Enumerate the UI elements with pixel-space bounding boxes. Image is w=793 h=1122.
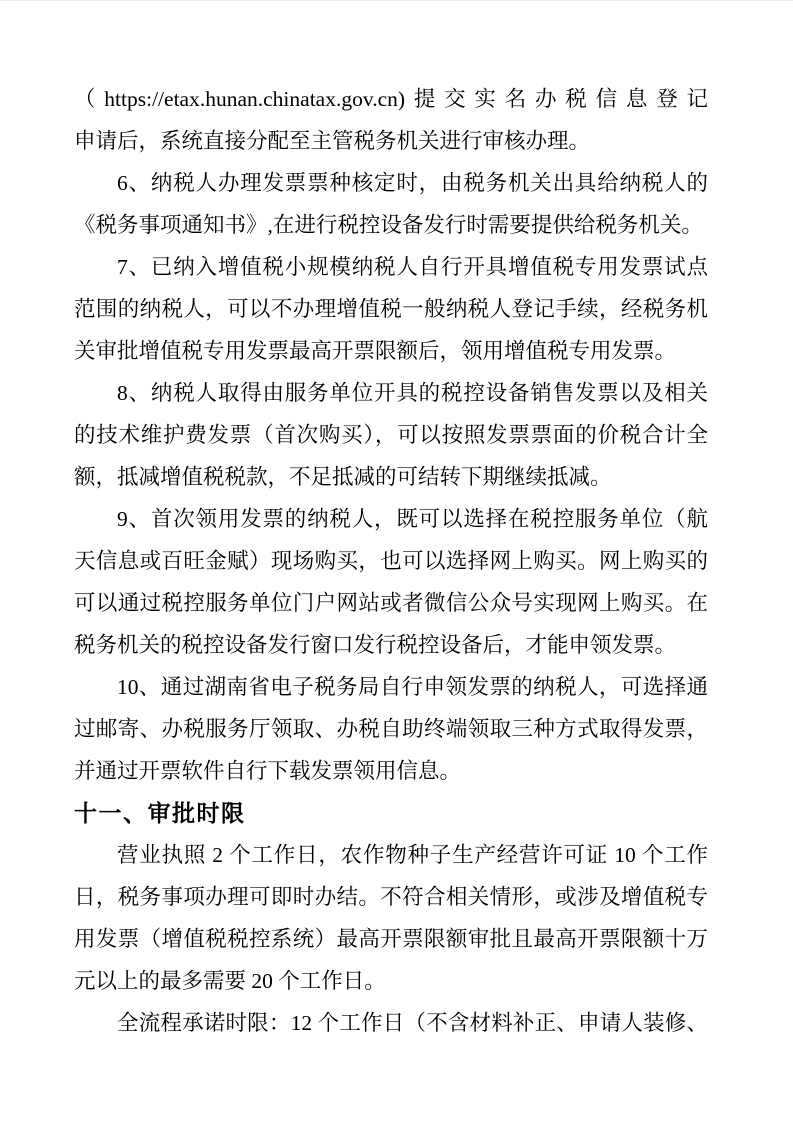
text-line: 申请后，系统直接分配至主管税务机关进行审核办理。 — [74, 129, 591, 153]
text-line: 用发票（增值税税控系统）最高开票限额审批且最高开票限额十万 — [74, 927, 708, 951]
text-line: 8、纳税人取得由服务单位开具的税控设备销售发票以及相关 — [117, 381, 708, 405]
text-line: 可以通过税控服务单位门户网站或者微信公众号实现网上购买。在 — [74, 591, 708, 615]
text-line: （https://etax.hunan.chinatax.gov.cn)提交实名办税信息登记 — [74, 87, 708, 111]
text-line: 《税务事项通知书》,在进行税控设备发行时需要提供给税务机关。 — [74, 213, 703, 237]
text-line: 7、已纳入增值税小规模纳税人自行开具增值税专用发票试点 — [117, 255, 708, 279]
text-line: 10、通过湖南省电子税务局自行申领发票的纳税人，可选择通 — [117, 675, 708, 699]
text-line: 范围的纳税人，可以不办理增值税一般纳税人登记手续，经税务机 — [74, 297, 708, 321]
text-line: 全流程承诺时限：12 个工作日（不含材料补正、申请人装修、 — [117, 1011, 708, 1035]
text-line: 税务机关的税控设备发行窗口发行税控设备后，才能申领发票。 — [74, 633, 677, 657]
text-line: 6、纳税人办理发票票种核定时，由税务机关出具给纳税人的 — [117, 171, 708, 195]
text-line: 天信息或百旺金赋）现场购买，也可以选择网上购买。网上购买的 — [74, 549, 708, 573]
text-line: 并通过开票软件自行下载发票领用信息。 — [74, 759, 462, 783]
text-line: 的技术维护费发票（首次购买），可以按照发票票面的价税合计全 — [74, 423, 708, 447]
section-heading: 十一、审批时限 — [74, 800, 246, 826]
text-line: 过邮寄、办税服务厅领取、办税自助终端领取三种方式取得发票， — [74, 717, 708, 741]
text-line: 日，税务事项办理可即时办结。不符合相关情形，或涉及增值税专 — [74, 885, 708, 909]
text-line: 关审批增值税专用发票最高开票限额后，领用增值税专用发票。 — [74, 339, 677, 363]
text-line: 9、首次领用发票的纳税人，既可以选择在税控服务单位（航 — [117, 507, 708, 531]
text-line: 额，抵减增值税税款，不足抵减的可结转下期继续抵减。 — [74, 465, 612, 489]
text-line: 营业执照 2 个工作日，农作物种子生产经营许可证 10 个工作 — [117, 843, 708, 867]
text-line: 元以上的最多需要 20 个工作日。 — [74, 969, 386, 993]
document-body — [74, 78, 708, 1044]
